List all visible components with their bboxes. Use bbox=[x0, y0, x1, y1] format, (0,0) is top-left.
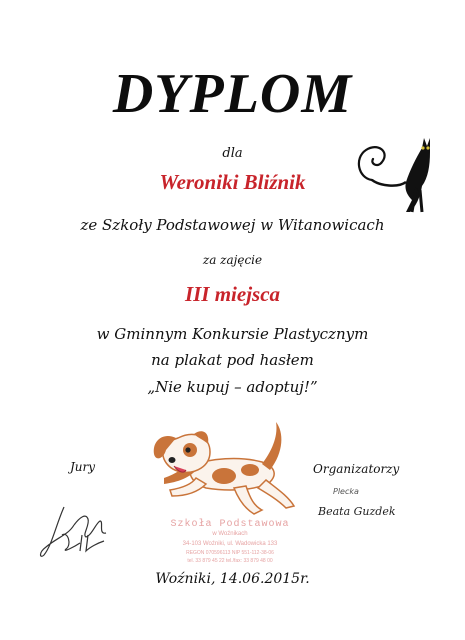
stamp-address: 34-103 Woźniki, ul. Wadowicka 133 bbox=[182, 541, 278, 547]
organizer-note: Plecka bbox=[333, 487, 359, 496]
achievement-label: za zajęcie bbox=[202, 253, 263, 267]
stamp-phone: tel. 33 879 45 22 tel./fax: 33 879 48 00 bbox=[187, 558, 273, 564]
stamp-ids: REGON 070596113 NIP 551-112-38-06 bbox=[186, 550, 274, 556]
diploma-title: DYPLOM bbox=[112, 63, 353, 125]
for-label: dla bbox=[222, 146, 243, 161]
stamp-location: w Woźnikach bbox=[212, 531, 248, 537]
place-date: Woźniki, 14.06.2015r. bbox=[155, 571, 310, 587]
organizer-signature: Beata Guzdek bbox=[318, 505, 396, 518]
organizers-label: Organizatorzy bbox=[313, 462, 400, 476]
recipient-name: Weroniki Bliźnik bbox=[159, 170, 306, 194]
school-line: ze Szkoły Podstawowej w Witanowicach bbox=[80, 216, 385, 234]
place-award: III miejsca bbox=[184, 282, 281, 306]
contest-line-1: w Gminnym Konkursie Plastycznym bbox=[96, 325, 369, 343]
jury-signature bbox=[34, 495, 124, 565]
jury-label: Jury bbox=[70, 460, 96, 474]
contest-line-2: na plakat pod hasłem bbox=[151, 351, 314, 369]
stamp-school-name: Szkoła Podstawowa bbox=[170, 519, 290, 530]
slogan: „Nie kupuj – adoptuj!” bbox=[147, 378, 318, 396]
dog-illustration bbox=[150, 418, 300, 518]
